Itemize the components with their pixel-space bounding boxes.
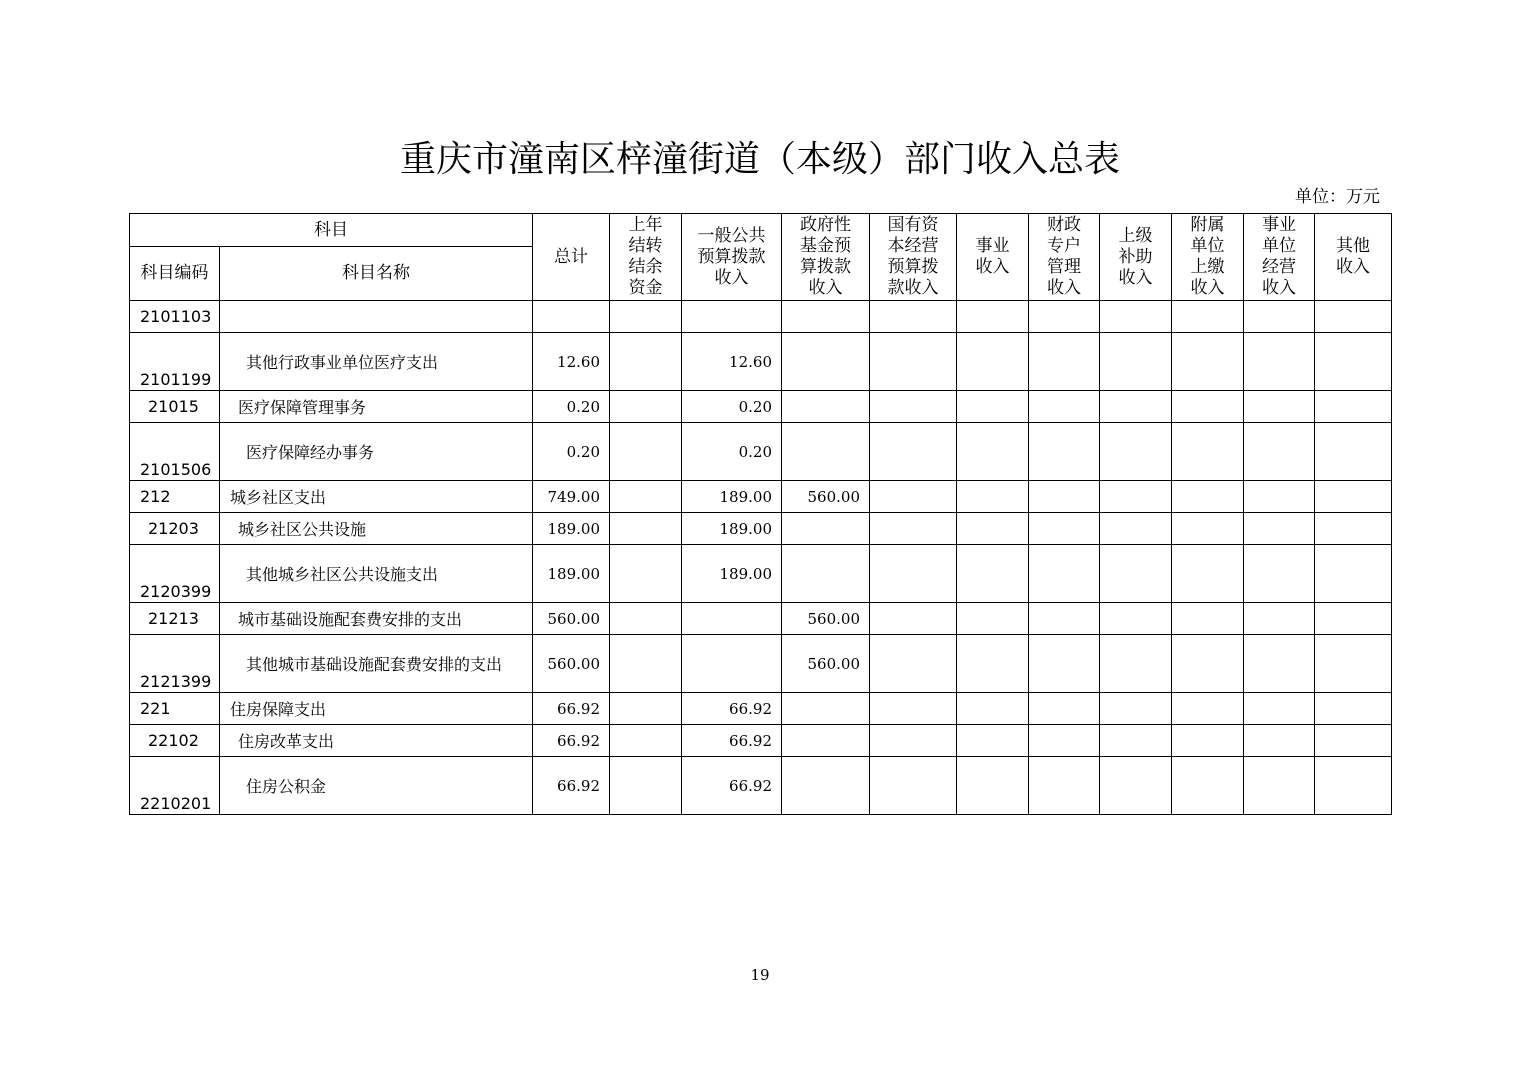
page-title: 重庆市潼南区梓潼街道（本级）部门收入总表 (399, 139, 1120, 180)
amount-cell (610, 635, 682, 693)
name-column-header: 科目名称 (220, 247, 533, 301)
subject-name-cell: 医疗保障管理事务 (220, 391, 533, 423)
amount-cell (782, 423, 870, 481)
amount-cell: 189.00 (682, 513, 782, 545)
amount-cell (610, 725, 682, 757)
amount-cell (1029, 693, 1100, 725)
amount-cell: 189.00 (682, 481, 782, 513)
amount-cell (682, 603, 782, 635)
amount-cell: 66.92 (533, 757, 610, 815)
amount-cell: 12.60 (682, 333, 782, 391)
subject-name-cell: 住房改革支出 (220, 725, 533, 757)
amount-cell (1315, 333, 1392, 391)
amount-cell (610, 333, 682, 391)
subject-name-cell: 住房公积金 (220, 757, 533, 815)
amount-cell: 66.92 (533, 725, 610, 757)
amount-cell (1244, 757, 1315, 815)
column-header: 财政 专户 管理 收入 (1029, 214, 1100, 301)
table-row (130, 545, 1392, 603)
amount-cell (1100, 757, 1172, 815)
amount-cell (957, 333, 1029, 391)
table-row (130, 423, 1392, 481)
amount-cell: 0.20 (682, 423, 782, 481)
amount-cell (782, 333, 870, 391)
amount-cell (782, 693, 870, 725)
subject-code-cell: 2121399 (130, 635, 220, 693)
amount-cell (1315, 423, 1392, 481)
amount-cell (1315, 603, 1392, 635)
amount-cell (957, 423, 1029, 481)
amount-cell (1172, 333, 1244, 391)
amount-cell (1172, 603, 1244, 635)
subject-name-cell: 其他城市基础设施配套费安排的支出 (220, 635, 533, 693)
amount-cell (1029, 545, 1100, 603)
subject-code-cell: 221 (130, 693, 220, 725)
amount-cell (610, 301, 682, 333)
table-row (130, 693, 1392, 725)
subject-name-cell: 城乡社区公共设施 (220, 513, 533, 545)
amount-cell (1172, 481, 1244, 513)
amount-cell: 12.60 (533, 333, 610, 391)
subject-code-cell: 212 (130, 481, 220, 513)
amount-cell: 66.92 (533, 693, 610, 725)
amount-cell (870, 481, 957, 513)
amount-cell (533, 301, 610, 333)
column-header: 国有资 本经营 预算拨 款收入 (870, 214, 957, 301)
amount-cell: 189.00 (682, 545, 782, 603)
amount-cell (610, 545, 682, 603)
subject-name-cell: 其他城乡社区公共设施支出 (220, 545, 533, 603)
subject-code-cell: 21213 (130, 603, 220, 635)
amount-cell (1172, 391, 1244, 423)
amount-cell (1100, 545, 1172, 603)
subject-code-cell: 2120399 (130, 545, 220, 603)
amount-cell (1244, 603, 1315, 635)
column-header: 事业 单位 经营 收入 (1244, 214, 1315, 301)
amount-cell: 66.92 (682, 693, 782, 725)
amount-cell (782, 757, 870, 815)
column-header: 上级 补助 收入 (1100, 214, 1172, 301)
subject-code-cell: 21015 (130, 391, 220, 423)
table-row (130, 635, 1392, 693)
subject-name-cell: 城乡社区支出 (220, 481, 533, 513)
subject-code-cell: 2210201 (130, 757, 220, 815)
amount-cell (682, 635, 782, 693)
column-header: 附属 单位 上缴 收入 (1172, 214, 1244, 301)
amount-cell (957, 693, 1029, 725)
amount-cell (1029, 513, 1100, 545)
amount-cell (870, 333, 957, 391)
amount-cell (1100, 693, 1172, 725)
amount-cell (1244, 513, 1315, 545)
table-row (130, 513, 1392, 545)
amount-cell: 66.92 (682, 757, 782, 815)
page-number: 19 (750, 966, 770, 984)
column-header: 上年 结转 结余 资金 (610, 214, 682, 301)
amount-cell (870, 757, 957, 815)
amount-cell (1244, 423, 1315, 481)
amount-cell (1244, 693, 1315, 725)
amount-cell (1172, 693, 1244, 725)
amount-cell: 0.20 (533, 391, 610, 423)
table-row (130, 481, 1392, 513)
amount-cell (782, 301, 870, 333)
amount-cell (1100, 333, 1172, 391)
table-row (130, 391, 1392, 423)
amount-cell (870, 513, 957, 545)
amount-cell (870, 693, 957, 725)
amount-cell (682, 301, 782, 333)
unit-label: 单位：万元 (1295, 187, 1380, 207)
amount-cell (1172, 513, 1244, 545)
amount-cell (1244, 725, 1315, 757)
subject-code-cell: 22102 (130, 725, 220, 757)
revenue-table (129, 213, 1392, 815)
amount-cell (870, 423, 957, 481)
amount-cell (957, 513, 1029, 545)
amount-cell (957, 603, 1029, 635)
amount-cell (1315, 513, 1392, 545)
amount-cell: 560.00 (782, 603, 870, 635)
amount-cell: 0.20 (682, 391, 782, 423)
amount-cell (1100, 423, 1172, 481)
amount-cell (1172, 757, 1244, 815)
amount-cell (1315, 545, 1392, 603)
subject-group-header: 科目 (130, 214, 533, 247)
subject-code-cell: 2101103 (130, 301, 220, 333)
amount-cell: 560.00 (782, 635, 870, 693)
amount-cell (1100, 725, 1172, 757)
amount-cell: 560.00 (782, 481, 870, 513)
amount-cell (782, 513, 870, 545)
table-row (130, 333, 1392, 391)
table-row (130, 301, 1392, 333)
amount-cell (1315, 301, 1392, 333)
subject-code-cell: 2101506 (130, 423, 220, 481)
column-header: 一般公共 预算拨款 收入 (682, 214, 782, 301)
amount-cell (870, 545, 957, 603)
column-header: 政府性 基金预 算拨款 收入 (782, 214, 870, 301)
amount-cell (1244, 635, 1315, 693)
amount-cell (870, 301, 957, 333)
column-header: 其他 收入 (1315, 214, 1392, 301)
amount-cell (610, 693, 682, 725)
amount-cell (782, 391, 870, 423)
amount-cell (1029, 301, 1100, 333)
amount-cell (610, 423, 682, 481)
amount-cell (1029, 603, 1100, 635)
amount-cell (1315, 693, 1392, 725)
amount-cell (610, 391, 682, 423)
amount-cell (1315, 481, 1392, 513)
amount-cell (1029, 423, 1100, 481)
amount-cell (1029, 757, 1100, 815)
amount-cell: 560.00 (533, 603, 610, 635)
amount-cell (1029, 635, 1100, 693)
amount-cell (1172, 301, 1244, 333)
amount-cell (1172, 423, 1244, 481)
amount-cell (782, 545, 870, 603)
amount-cell: 749.00 (533, 481, 610, 513)
amount-cell (957, 635, 1029, 693)
amount-cell: 66.92 (682, 725, 782, 757)
amount-cell (1100, 513, 1172, 545)
amount-cell (1315, 757, 1392, 815)
amount-cell (1100, 301, 1172, 333)
table-row (130, 725, 1392, 757)
amount-cell (957, 757, 1029, 815)
amount-cell: 0.20 (533, 423, 610, 481)
column-header: 事业 收入 (957, 214, 1029, 301)
amount-cell (870, 391, 957, 423)
amount-cell (1315, 725, 1392, 757)
column-header: 总计 (533, 214, 610, 301)
amount-cell (1244, 391, 1315, 423)
amount-cell (610, 513, 682, 545)
amount-cell (1315, 391, 1392, 423)
amount-cell (1029, 391, 1100, 423)
amount-cell (957, 391, 1029, 423)
amount-cell (782, 725, 870, 757)
amount-cell (1244, 301, 1315, 333)
subject-name-cell: 住房保障支出 (220, 693, 533, 725)
amount-cell (610, 603, 682, 635)
amount-cell (1172, 635, 1244, 693)
subject-name-cell: 医疗保障经办事务 (220, 423, 533, 481)
amount-cell (1244, 333, 1315, 391)
code-column-header: 科目编码 (130, 247, 220, 301)
amount-cell (1100, 391, 1172, 423)
amount-cell (1100, 603, 1172, 635)
amount-cell (957, 301, 1029, 333)
amount-cell: 560.00 (533, 635, 610, 693)
amount-cell (957, 481, 1029, 513)
amount-cell (1172, 725, 1244, 757)
amount-cell (610, 481, 682, 513)
amount-cell (610, 757, 682, 815)
subject-code-cell: 2101199 (130, 333, 220, 391)
amount-cell (870, 725, 957, 757)
amount-cell (1315, 635, 1392, 693)
amount-cell: 189.00 (533, 513, 610, 545)
subject-name-cell: 城市基础设施配套费安排的支出 (220, 603, 533, 635)
amount-cell (1244, 545, 1315, 603)
subject-code-cell: 21203 (130, 513, 220, 545)
subject-name-cell: 其他行政事业单位医疗支出 (220, 333, 533, 391)
amount-cell (1172, 545, 1244, 603)
amount-cell (1029, 725, 1100, 757)
amount-cell: 189.00 (533, 545, 610, 603)
amount-cell (870, 603, 957, 635)
amount-cell (957, 725, 1029, 757)
table-row (130, 757, 1392, 815)
amount-cell (1100, 635, 1172, 693)
amount-cell (870, 635, 957, 693)
subject-name-cell (220, 301, 533, 333)
amount-cell (1100, 481, 1172, 513)
amount-cell (1029, 333, 1100, 391)
table-row (130, 603, 1392, 635)
amount-cell (1244, 481, 1315, 513)
amount-cell (1029, 481, 1100, 513)
amount-cell (957, 545, 1029, 603)
